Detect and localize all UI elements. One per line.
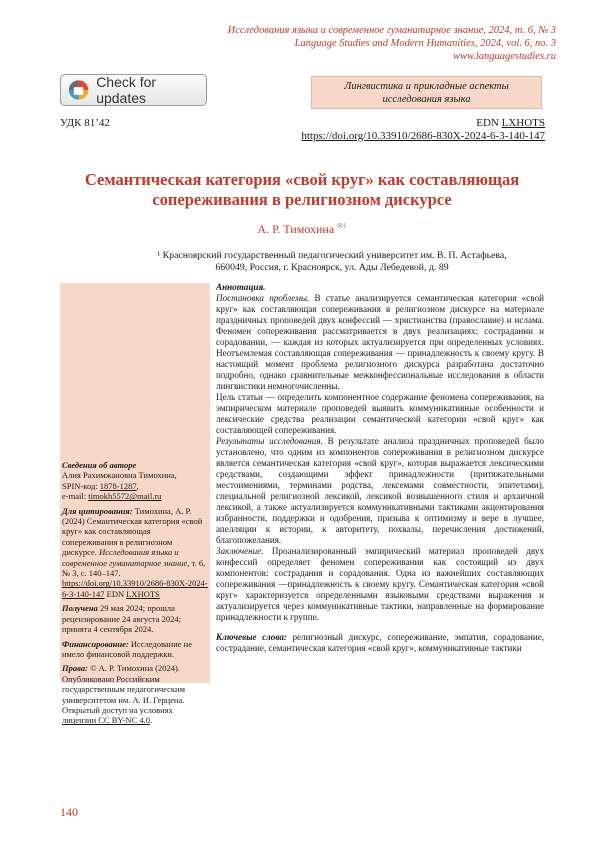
cite-journal: Исследования языка и современное гуманитарное знание	[62, 547, 188, 568]
received-label: Получена	[62, 603, 98, 614]
affiliation-line-2: 660049, Россия, г. Красноярск, ул. Ады Лебедевой, д. 89	[215, 262, 449, 273]
crossmark-icon	[67, 78, 90, 102]
about-author: Сведения об авторе Алия Рахимжановна Тимохина, SPIN-код: 1878-1287, e-mail: timokh5572@mail.ru	[62, 460, 177, 502]
section-label	[311, 76, 542, 109]
cite-text: Тимохина, А. Р. (2024) Семантическая категория «свой круг» как составляющая сопереживания в религиозном дискурсе.	[62, 505, 203, 558]
journal-title-en: Language Studies and Modern Humanities, 2024, vol. 6, no. 3	[294, 38, 556, 49]
funding-text: Исследование не имело финансовой поддержки.	[62, 638, 192, 659]
rights	[62, 663, 208, 725]
cite-edn-prefix: EDN	[104, 588, 127, 599]
spin-label: SPIN-код:	[62, 480, 100, 491]
abstract-heading: Аннотация.	[216, 282, 266, 292]
udc-code: УДК 81’42	[60, 117, 110, 129]
abstract-goal: Цель статьи — определить компонентное содержание феномена сопереживания, на эмпирическом материале проповедей выявить коммуникативные особенности и лексические средства реализации семантической категории «свой круг» как составляющей сопереживания.	[216, 392, 544, 435]
problem-label: Постановка проблемы.	[216, 293, 310, 303]
section-line-1: Лингвистика и прикладные аспекты	[344, 81, 509, 92]
license-link[interactable]: лицензии CC BY-NC 4.0	[62, 715, 150, 726]
about-heading: Сведения об авторе	[62, 460, 137, 470]
results-text: В результате анализа праздничных проповедей было установлено, что одним из компонентов сопереживания в религиозном дискурсе является семантическая категория «свой круг», которая выражается лексическими средствами, создающими эффект принадлежности (притяжательными местоимениями, терминами родства, лексемами совместности, эпитетами), специальной религиозной лексикой, лексикой возвышенного стиля и архаичной лексикой, а также актуализируется коммуникативными тактиками акцентирования избранности, поддержки и одобрения, призыва к оптимизму и вере в лучшее, апелляции к истории, к авторитету, похвалы, перечисления достижений, благопожелания.	[216, 436, 545, 545]
problem-text: В статье анализируется семантическая категория «свой круг» как составляющая сопереживания в религиозном дискурсе на материале праздничных проповедей двух конфессий — христианства (православие) и ислама. Феномен сопереживания рассматривается в двух реализациях: сострадании и сорадовании, — каждая из которых актуализируется при определенных условиях. Неотъемлемая составляющая сопереживания — принадлежность к своему кругу. В настоящий момент проблема религиозного дискурса разработана достаточно подробно, однако сравнительные межконфессиональные исследования в области лингвистики немногочисленны.	[216, 293, 544, 391]
abstract	[216, 282, 544, 654]
journal-title-ru: Исследования языка и современное гуманитарное знание, 2024, т. 6, № 3	[227, 25, 556, 36]
email-link[interactable]: timokh5572@mail.ru	[88, 491, 162, 502]
page-number: 140	[60, 805, 78, 819]
conclusion-label: Заключение.	[216, 546, 264, 556]
rights-text: © А. Р. Тимохина (2024). Опубликовано Российским государственным педагогическим университетом им. А. И. Герцена. Открытый доступ на условиях	[62, 663, 185, 715]
affiliation	[120, 250, 544, 274]
citation	[62, 506, 208, 600]
abstract-results	[216, 436, 544, 546]
author-line	[60, 222, 544, 237]
keywords-text: религиозный дискурс, сопереживание, эмпатия, сорадование, сострадание, семантическая категория «свой круг», коммуникативные тактики	[216, 632, 545, 653]
article-identifiers	[301, 117, 545, 143]
email-label: e-mail:	[62, 491, 89, 502]
author-mark[interactable]: ✉1	[337, 222, 347, 230]
check-for-updates-button[interactable]	[60, 74, 207, 106]
received-dates	[62, 603, 208, 634]
abstract-conclusion	[216, 546, 544, 623]
cite-label: Для цитирования:	[62, 505, 133, 516]
cite-tail: , т. 6, № 3, с. 140–147.	[62, 557, 206, 579]
conclusion-text: Проанализированный эмпирический материал проповедей двух конфессий определяет феномен сопереживания как состоящий из двух компонентов: сострадания и сорадования. Одна из важнейших составляющих сопереживания —принадлежность к своему кругу. Семантическая категория «свой круг» характеризуется определенными языковыми средствами выражения и актуализируется через коммуникативные тактики, направленные на формирование принадлежности к группе.	[216, 546, 544, 622]
journal-header	[228, 24, 556, 63]
title-line-1: Семантическая категория «свой круг» как составляющая	[84, 170, 520, 189]
edn-link[interactable]: LXHOTS	[501, 117, 545, 129]
results-label: Результаты исследования.	[216, 436, 323, 446]
author-full-name: Алия Рахимжановна Тимохина,	[62, 470, 177, 481]
edn-prefix: EDN	[476, 117, 502, 129]
article-title	[60, 170, 544, 210]
received-text: 29 мая 2024; прошла рецензирование 24 августа 2024; принята 4 сентября 2024.	[62, 603, 181, 635]
license-end: .	[149, 715, 153, 726]
rights-label: Права:	[62, 663, 88, 674]
doi-link[interactable]: https://doi.org/10.33910/2686-830X-2024-6-3-140-147	[301, 130, 545, 142]
author-name: А. Р. Тимохина	[257, 222, 335, 236]
section-line-2: исследования языка	[382, 94, 471, 105]
affiliation-line-1: ¹ Красноярский государственный педагогический университет им. В. П. Астафьева,	[157, 250, 507, 261]
cite-edn-link[interactable]: LXHOTS	[126, 588, 160, 599]
title-line-2: сопереживания в религиозном дискурсе	[152, 190, 452, 209]
author-info-sidebar	[62, 460, 208, 730]
keywords-label: Ключевые слова:	[216, 632, 287, 642]
keywords	[216, 632, 544, 654]
funding-label: Финансирование:	[62, 638, 129, 649]
abstract-problem	[216, 293, 544, 392]
cite-doi-link[interactable]: https://doi.org/10.33910/2686-830X-2024-6-3-140-147	[62, 578, 208, 599]
journal-website[interactable]: www.languagestudies.ru	[452, 51, 556, 62]
check-for-updates-label: Check for updates	[96, 74, 157, 106]
funding	[62, 639, 208, 660]
spin-link[interactable]: 1878-1287	[99, 480, 137, 491]
